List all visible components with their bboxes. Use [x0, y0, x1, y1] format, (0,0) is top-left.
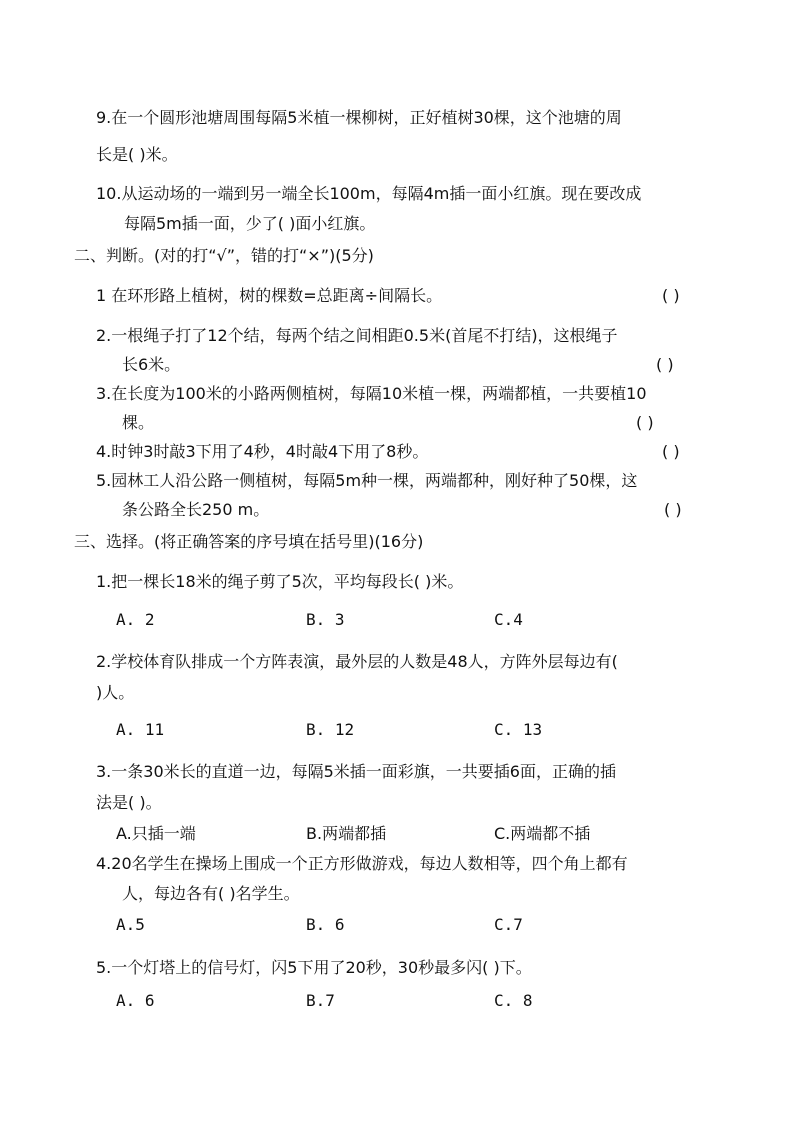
judge-item-3-line-2: 棵。 — [122, 413, 155, 432]
judge-item-2-answer-paren: ( ) — [656, 355, 674, 374]
judge-item-1-answer-paren: ( ) — [662, 286, 680, 305]
section-3-title: 三、选择。(将正确答案的序号填在括号里)(16分) — [74, 532, 424, 551]
choice-question-2-option-b: B. 12 — [306, 720, 355, 739]
choice-question-3-option-a: A.只插一端 — [116, 824, 196, 843]
judge-item-2-line-1: 2.一根绳子打了12个结，每两个结之间相距0.5米(首尾不打结)，这根绳子 — [96, 326, 618, 345]
judge-item-4: 4.时钟3时敲3下用了4秒，4时敲4下用了8秒。 — [96, 442, 429, 461]
judge-item-5-answer-paren: ( ) — [664, 500, 682, 519]
question-10-line-2: 每隔5m插一面，少了( )面小红旗。 — [124, 214, 376, 233]
question-9-line-2: 长是( )米。 — [96, 145, 178, 164]
judge-item-4-answer-paren: ( ) — [662, 442, 680, 461]
choice-question-1-stem: 1.把一棵长18米的绳子剪了5次，平均每段长( )米。 — [96, 572, 464, 591]
choice-question-5-stem: 5.一个灯塔上的信号灯，闪5下用了20秒，30秒最多闪( )下。 — [96, 958, 532, 977]
section-2-title: 二、判断。(对的打“√”，错的打“×”)(5分) — [74, 246, 374, 265]
choice-question-5-option-a: A. 6 — [116, 991, 155, 1010]
choice-question-2-stem-line-1: 2.学校体育队排成一个方阵表演，最外层的人数是48人，方阵外层每边有( — [96, 652, 618, 671]
choice-question-4-option-c: C.7 — [494, 915, 523, 934]
judge-item-2-line-2: 长6米。 — [122, 355, 181, 374]
judge-item-3-answer-paren: ( ) — [636, 413, 654, 432]
choice-question-4-stem-line-2: 人，每边各有( )名学生。 — [122, 884, 300, 903]
choice-question-3-option-b: B.两端都插 — [306, 824, 387, 843]
choice-question-5-option-c: C. 8 — [494, 991, 533, 1010]
choice-question-2-stem-line-2: )人。 — [96, 683, 135, 702]
choice-question-1-option-a: A. 2 — [116, 610, 155, 629]
judge-item-3-line-1: 3.在长度为100米的小路两侧植树，每隔10米植一棵，两端都植，一共要植10 — [96, 384, 647, 403]
question-10-line-1: 10.从运动场的一端到另一端全长100m，每隔4m插一面小红旗。现在要改成 — [96, 184, 642, 203]
choice-question-2-option-a: A. 11 — [116, 720, 165, 739]
judge-item-1: 1 在环形路上植树，树的棵数=总距离÷间隔长。 — [96, 286, 443, 305]
choice-question-2-option-c: C. 13 — [494, 720, 543, 739]
choice-question-1-option-b: B. 3 — [306, 610, 345, 629]
judge-item-5-line-2: 条公路全长250 m。 — [122, 500, 270, 519]
judge-item-5-line-1: 5.园林工人沿公路一侧植树，每隔5m种一棵，两端都种，刚好种了50棵，这 — [96, 471, 638, 490]
choice-question-3-stem-line-1: 3.一条30米长的直道一边，每隔5米插一面彩旗，一共要插6面，正确的插 — [96, 762, 616, 781]
choice-question-4-stem-line-1: 4.20名学生在操场上围成一个正方形做游戏，每边人数相等，四个角上都有 — [96, 854, 628, 873]
choice-question-1-option-c: C.4 — [494, 610, 523, 629]
choice-question-4-option-a: A.5 — [116, 915, 145, 934]
choice-question-3-stem-line-2: 法是( )。 — [96, 793, 162, 812]
choice-question-5-option-b: B.7 — [306, 991, 335, 1010]
choice-question-3-option-c: C.两端都不插 — [494, 824, 591, 843]
question-9-line-1: 9.在一个圆形池塘周围每隔5米植一棵柳树，正好植树30棵，这个池塘的周 — [96, 108, 622, 127]
choice-question-4-option-b: B. 6 — [306, 915, 345, 934]
